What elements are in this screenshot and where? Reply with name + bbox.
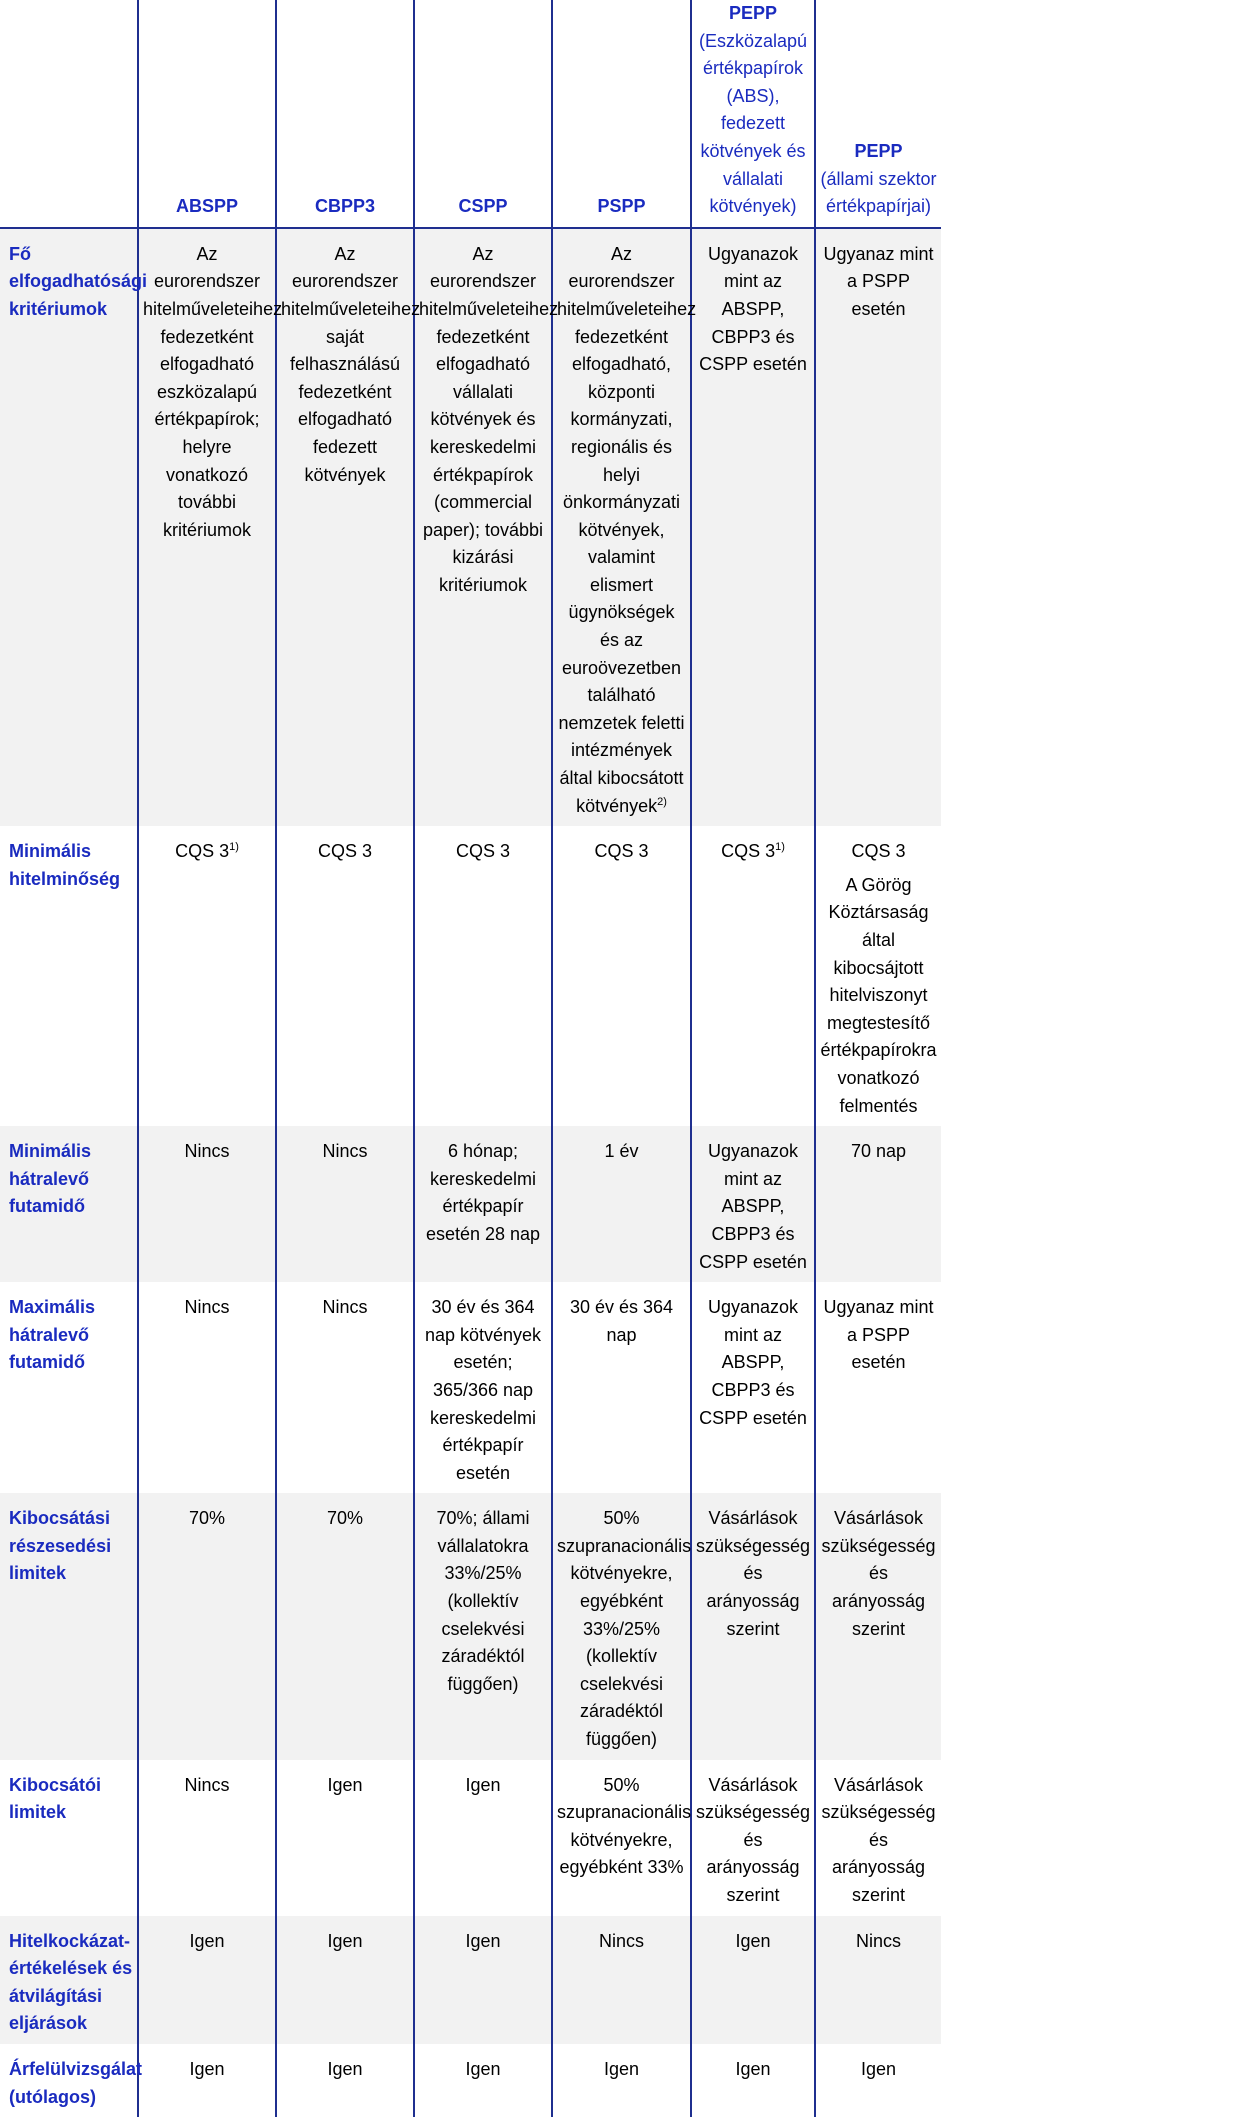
cell-abspp: Nincs: [138, 1760, 276, 1916]
header-pepp-private-sub: (Eszközalapú értékpapírok (ABS), fedezett kötvények és vállalati kötvények): [698, 30, 808, 217]
cell-cbpp3: Az eurorendszer hitelműveleteihez saját felhasználású fedezetként elfogadható fedezett kötvények: [276, 228, 414, 826]
cell-abspp: 70%: [138, 1493, 276, 1759]
cell-pspp: 30 év és 364 nap: [552, 1282, 691, 1493]
cell-abspp: Nincs: [138, 1126, 276, 1282]
table-row-eligibility: [0, 228, 941, 826]
cell-cspp: Az eurorendszer hitelműveleteihez fedezetként elfogadható vállalati kötvények és kereskedelmi értékpapírok (commercial paper); további kizárási kritériumok: [414, 228, 552, 826]
cell-pepp-public: Vásárlások szükségesség és arányosság szerint: [815, 1760, 941, 1916]
cell-pepp-private: Igen: [691, 2044, 815, 2117]
row-label: Kibocsátási részesedési limitek: [0, 1493, 138, 1759]
cell-cspp: 6 hónap; kereskedelmi értékpapír esetén 28 nap: [414, 1126, 552, 1282]
cell-pspp-text: Az eurorendszer hitelműveleteihez fedezetként elfogadható, központi kormányzati, regionális és helyi önkormányzati kötvények, valamint elismert ügynökségek és az euroövezetben található nemzetek feletti intézmények által kibocsátott kötvények: [557, 243, 697, 816]
table-row-credit-risk-assessment: [0, 1916, 941, 2044]
cell-cbpp3: Igen: [276, 2044, 414, 2117]
cell-cbpp3: Nincs: [276, 1126, 414, 1282]
cell-pepp-private: Ugyanazok mint az ABSPP, CBPP3 és CSPP esetén: [691, 1282, 815, 1493]
cell-pepp-private: [691, 826, 815, 1126]
header-pepp-public-sub: (állami szektor értékpapírjai): [820, 168, 937, 217]
cell-pspp: Nincs: [552, 1916, 691, 2044]
cell-pepp-public: 70 nap: [815, 1126, 941, 1282]
cell-pepp-private: Vásárlások szükségesség és arányosság szerint: [691, 1760, 815, 1916]
row-label: Fő elfogadhatósági kritériumok: [0, 228, 138, 826]
header-row: [0, 0, 941, 228]
greece-waiver-note: A Görög Köztársaság által kibocsájtott hitelviszonyt megtestesítő értékpapírokra vonatkozó felmentés: [820, 874, 937, 1116]
table-row-issue-share-limits: [0, 1493, 941, 1759]
cell-pepp-public: Vásárlások szükségesség és arányosság szerint: [815, 1493, 941, 1759]
table-row-issuer-limits: [0, 1760, 941, 1916]
cell-pspp: 50% szupranacionális kötvényekre, egyébként 33%/25% (kollektív cselekvési záradéktól függően): [552, 1493, 691, 1759]
cell-cbpp3: Nincs: [276, 1282, 414, 1493]
table-row-price-check: [0, 2044, 941, 2117]
header-abspp: ABSPP: [138, 0, 276, 228]
cell-cspp: Igen: [414, 2044, 552, 2117]
cell-pepp-private: Ugyanazok mint az ABSPP, CBPP3 és CSPP esetén: [691, 228, 815, 826]
cell-cbpp3: 70%: [276, 1493, 414, 1759]
table-row-credit-quality: [0, 826, 941, 1126]
cell-pepp-private: Igen: [691, 1916, 815, 2044]
cell-pepp-private: Ugyanazok mint az ABSPP, CBPP3 és CSPP esetén: [691, 1126, 815, 1282]
cell-pspp: 50% szupranacionális kötvényekre, egyébként 33%: [552, 1760, 691, 1916]
cell-pepp-public-text: CQS 3: [851, 841, 906, 862]
cell-cbpp3: CQS 3: [276, 826, 414, 1126]
cell-pepp-public: Igen: [815, 2044, 941, 2117]
row-label: Kibocsátói limitek: [0, 1760, 138, 1916]
cell-cspp: Igen: [414, 1916, 552, 2044]
row-label: Maximális hátralevő futamidő: [0, 1282, 138, 1493]
header-pepp-private: [691, 0, 815, 228]
cell-pepp-public: [815, 826, 941, 1126]
cell-pepp-private: Vásárlások szükségesség és arányosság szerint: [691, 1493, 815, 1759]
header-pepp-public: [815, 0, 941, 228]
cell-abspp: Nincs: [138, 1282, 276, 1493]
cell-pepp-public: Nincs: [815, 1916, 941, 2044]
footnote-marker: 2): [657, 795, 667, 808]
cell-abspp: Igen: [138, 2044, 276, 2117]
cell-abspp: Igen: [138, 1916, 276, 2044]
cell-cspp: 30 év és 364 nap kötvények esetén; 365/366 nap kereskedelmi értékpapír esetén: [414, 1282, 552, 1493]
cell-cspp: CQS 3: [414, 826, 552, 1126]
header-pspp: PSPP: [552, 0, 691, 228]
cell-pepp-public: Ugyanaz mint a PSPP esetén: [815, 228, 941, 826]
table-row-min-maturity: [0, 1126, 941, 1282]
cell-abspp: [138, 826, 276, 1126]
cell-pspp: Igen: [552, 2044, 691, 2117]
row-label: Hitelkockázat-értékelések és átvilágítási eljárások: [0, 1916, 138, 2044]
cell-cbpp3: Igen: [276, 1916, 414, 2044]
row-label: Minimális hátralevő futamidő: [0, 1126, 138, 1282]
cell-abspp: Az eurorendszer hitelműveleteihez fedezetként elfogadható eszközalapú értékpapírok; helyre vonatkozó további kritériumok: [138, 228, 276, 826]
cell-abspp-text: CQS 3: [175, 841, 230, 862]
cell-cspp: 70%; állami vállalatokra 33%/25% (kollektív cselekvési záradéktól függően): [414, 1493, 552, 1759]
header-pepp-public-title: PEPP: [854, 140, 903, 161]
cell-pepp-private-text: CQS 3: [721, 841, 776, 862]
footnote-marker: 1): [229, 841, 239, 854]
header-cspp: CSPP: [414, 0, 552, 228]
cell-pspp: CQS 3: [552, 826, 691, 1126]
cell-pspp: [552, 228, 697, 826]
footnote-marker: 1): [775, 841, 785, 854]
cell-pepp-public: Ugyanaz mint a PSPP esetén: [815, 1282, 941, 1493]
cell-cbpp3: Igen: [276, 1760, 414, 1916]
header-corner: [0, 0, 138, 228]
row-label: Árfelülvizsgálat (utólagos): [0, 2044, 138, 2117]
header-cbpp3: CBPP3: [276, 0, 414, 228]
header-pepp-private-title: PEPP: [728, 3, 778, 23]
cell-pspp: 1 év: [552, 1126, 691, 1282]
row-label: Minimális hitelminőség: [0, 826, 138, 1126]
cell-cspp: Igen: [414, 1760, 552, 1916]
table-row-max-maturity: [0, 1282, 941, 1493]
